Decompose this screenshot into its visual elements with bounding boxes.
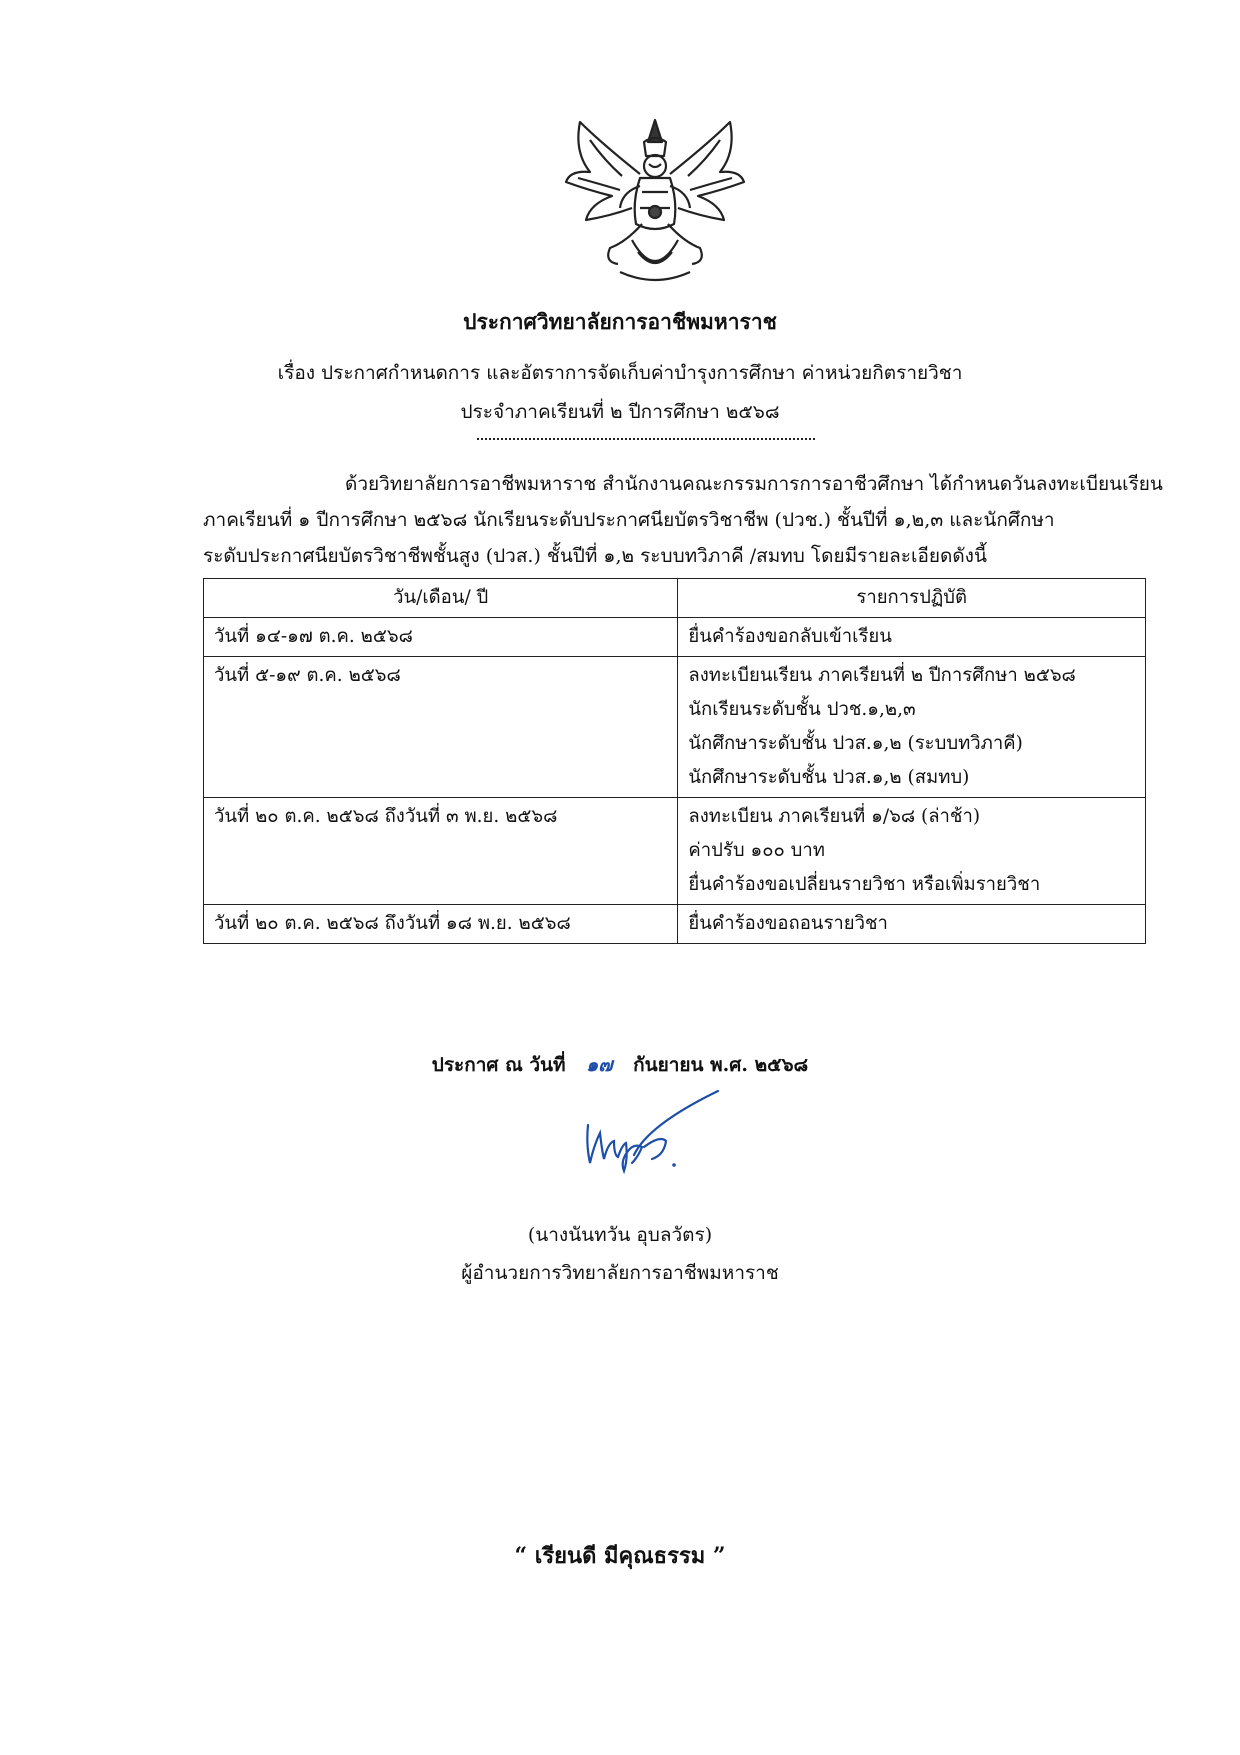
announcement-term: ประจำภาคเรียนที่ ๒ ปีการศึกษา ๒๕๖๘ [460, 401, 780, 423]
date-cell: วันที่ ๑๔-๑๗ ต.ค. ๒๕๖๘ [204, 618, 678, 657]
announcement-body [203, 466, 1163, 574]
announcement-date [0, 1050, 1240, 1080]
activity-line: ยื่นคำร้องขอเปลี่ยนรายวิชา หรือเพิ่มรายวิชา [688, 874, 1041, 895]
announcement-day: ๑๗ [586, 1054, 613, 1076]
date-cell: วันที่ ๕-๑๙ ต.ค. ๒๕๖๘ [204, 657, 678, 798]
activity-line: นักศึกษาระดับชั้น ปวส.๑,๒ (ระบบทวิภาคี) [688, 733, 1023, 754]
activity-cell [678, 905, 1146, 944]
announcement-subject: เรื่อง ประกาศกำหนดการ และอัตราการจัดเก็บค่าบำรุงการศึกษา ค่าหน่วยกิตรายวิชา [277, 362, 963, 384]
date-cell: วันที่ ๒๐ ต.ค. ๒๕๖๘ ถึงวันที่ ๑๘ พ.ย. ๒๕๖๘ [204, 905, 678, 944]
date-cell: วันที่ ๒๐ ต.ค. ๒๕๖๘ ถึงวันที่ ๓ พ.ย. ๒๕๖๘ [204, 798, 678, 905]
column-header-activity: รายการปฏิบัติ [678, 579, 1146, 618]
table-row [204, 905, 1146, 944]
activity-line: ลงทะเบียน ภาคเรียนที่ ๑/๖๘ (ล่าช้า) [688, 806, 981, 827]
handwritten-signature [568, 1085, 728, 1185]
announcement-month-year: กันยายน พ.ศ. ๒๕๖๘ [633, 1054, 809, 1076]
body-line: ภาคเรียนที่ ๑ ปีการศึกษา ๒๕๖๘ นักเรียนระดับประกาศนียบัตรวิชาชีพ (ปวช.) ชั้นปีที่ ๑,๒,๓ และนักศึกษา [203, 509, 1055, 531]
body-line: ด้วยวิทยาลัยการอาชีพมหาราช สำนักงานคณะกรรมการการอาชีวศึกษา ได้กำหนดวันลงทะเบียนเรียน [345, 473, 1163, 495]
activity-line: นักศึกษาระดับชั้น ปวส.๑,๒ (สมทบ) [688, 767, 970, 788]
dotted-divider [477, 438, 815, 440]
table-row [204, 618, 1146, 657]
activity-line: ยื่นคำร้องขอถอนรายวิชา [688, 913, 888, 934]
announcement-title: ประกาศวิทยาลัยการอาชีพมหาราช [463, 309, 777, 334]
table-row [204, 798, 1146, 905]
schedule-table [203, 578, 1146, 944]
activity-line: นักเรียนระดับชั้น ปวช.๑,๒,๓ [688, 699, 916, 720]
activity-cell [678, 798, 1146, 905]
announcement-date-prefix: ประกาศ ณ วันที่ [431, 1054, 566, 1076]
signer-name: (นางนันทวัน อุบลวัตร) [527, 1224, 713, 1246]
activity-cell [678, 618, 1146, 657]
signer-position: ผู้อำนวยการวิทยาลัยการอาชีพมหาราช [461, 1262, 779, 1284]
activity-line: ลงทะเบียนเรียน ภาคเรียนที่ ๒ ปีการศึกษา ๒๕๖๘ [688, 665, 1076, 686]
garuda-emblem-icon [560, 112, 750, 287]
college-motto: “ เรียนดี มีคุณธรรม ” [514, 1543, 726, 1569]
activity-cell [678, 657, 1146, 798]
table-row [204, 657, 1146, 798]
table-header-row [204, 579, 1146, 618]
body-line: ระดับประกาศนียบัตรวิชาชีพชั้นสูง (ปวส.) ชั้นปีที่ ๑,๒ ระบบทวิภาคี /สมทบ โดยมีรายละเอียดดังนี้ [203, 545, 987, 567]
column-header-date: วัน/เดือน/ ปี [204, 579, 678, 618]
activity-line: ค่าปรับ ๑๐๐ บาท [688, 840, 826, 861]
activity-line: ยื่นคำร้องขอกลับเข้าเรียน [688, 626, 892, 647]
